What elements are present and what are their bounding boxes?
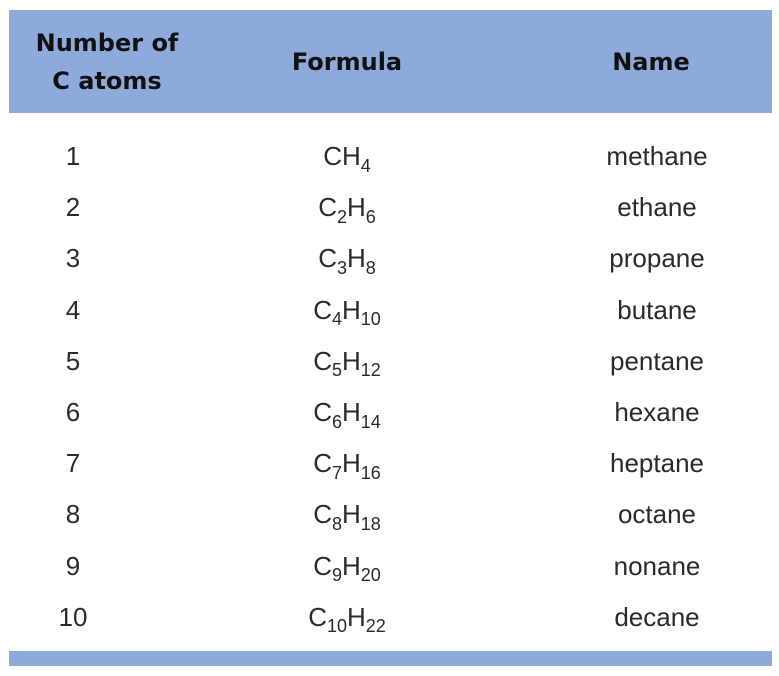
- formula-element: C: [318, 192, 337, 223]
- table-row: [9, 182, 772, 233]
- formula-cell: C 8 H 18: [313, 499, 381, 534]
- carbon-count-cell: 1: [65, 141, 81, 172]
- formula-element: H: [341, 448, 361, 479]
- header-carbon-count: [9, 10, 205, 113]
- alkane-name-cell: heptane: [610, 448, 704, 479]
- formula-cell: C 9 H 20: [313, 550, 381, 586]
- formula-element: H: [341, 345, 361, 376]
- formula-element: C: [313, 294, 332, 325]
- alkane-name-cell: nonane: [613, 550, 701, 581]
- formula-cell: C 5 H 12: [313, 345, 381, 381]
- formula-cell: C 3 H 8: [318, 243, 376, 278]
- alkane-table: [9, 10, 772, 666]
- table-footer-bar: [9, 651, 772, 666]
- header-name: Name: [612, 47, 690, 76]
- formula-element: H: [341, 294, 361, 325]
- formula-element: CH: [323, 141, 361, 172]
- carbon-count-cell: 6: [65, 397, 81, 428]
- formula-cell: C 10 H 22: [308, 601, 386, 637]
- carbon-count-cell: 3: [65, 243, 81, 274]
- alkane-name-cell: decane: [614, 601, 700, 632]
- header-carbon-count-line1: Number of: [35, 28, 179, 57]
- carbon-count-cell: 8: [65, 499, 81, 530]
- formula-cell: CH 4: [323, 141, 371, 176]
- formula-element: H: [341, 550, 361, 581]
- carbon-count-cell: 10: [58, 601, 88, 632]
- table-row: [9, 131, 772, 182]
- table-row: [9, 336, 772, 387]
- table-header: [9, 10, 772, 113]
- carbon-count-cell: 9: [65, 550, 81, 581]
- alkane-name-cell: octane: [617, 499, 697, 530]
- formula-element: H: [347, 192, 366, 223]
- formula-cell: C 4 H 10: [313, 294, 381, 330]
- header-carbon-count-line2: C atoms: [52, 66, 162, 95]
- table-row: [9, 387, 772, 438]
- table-row: [9, 541, 772, 592]
- formula-cell: C 6 H 14: [313, 397, 381, 432]
- alkane-name-cell: propane: [609, 243, 705, 274]
- formula-element: C: [313, 448, 332, 479]
- formula-element: H: [341, 397, 361, 428]
- carbon-count-cell: 2: [65, 192, 81, 223]
- formula-element: C: [313, 397, 332, 428]
- carbon-count-cell: 4: [65, 294, 81, 325]
- alkane-name-cell: methane: [606, 141, 708, 172]
- header-formula: Formula: [291, 47, 403, 76]
- carbon-count-cell: 7: [65, 448, 81, 479]
- table-row: [9, 592, 772, 643]
- formula-element: C: [318, 243, 337, 274]
- table-row: [9, 233, 772, 284]
- formula-element: H: [341, 499, 361, 530]
- alkane-name-cell: ethane: [617, 192, 697, 223]
- formula-cell: C 2 H 6: [318, 192, 376, 227]
- alkane-name-cell: hexane: [614, 397, 700, 428]
- formula-element: H: [347, 601, 366, 632]
- formula-element: C: [313, 345, 332, 376]
- formula-cell: C 7 H 16: [313, 448, 381, 483]
- table-body: [9, 131, 772, 643]
- alkane-name-cell: pentane: [610, 345, 704, 376]
- carbon-count-cell: 5: [65, 345, 81, 376]
- table-row: [9, 489, 772, 540]
- formula-element: C: [308, 601, 327, 632]
- table-row: [9, 285, 772, 336]
- formula-element: C: [313, 550, 332, 581]
- formula-element: C: [313, 499, 332, 530]
- alkane-name-cell: butane: [617, 294, 697, 325]
- table-row: [9, 438, 772, 489]
- formula-element: H: [347, 243, 366, 274]
